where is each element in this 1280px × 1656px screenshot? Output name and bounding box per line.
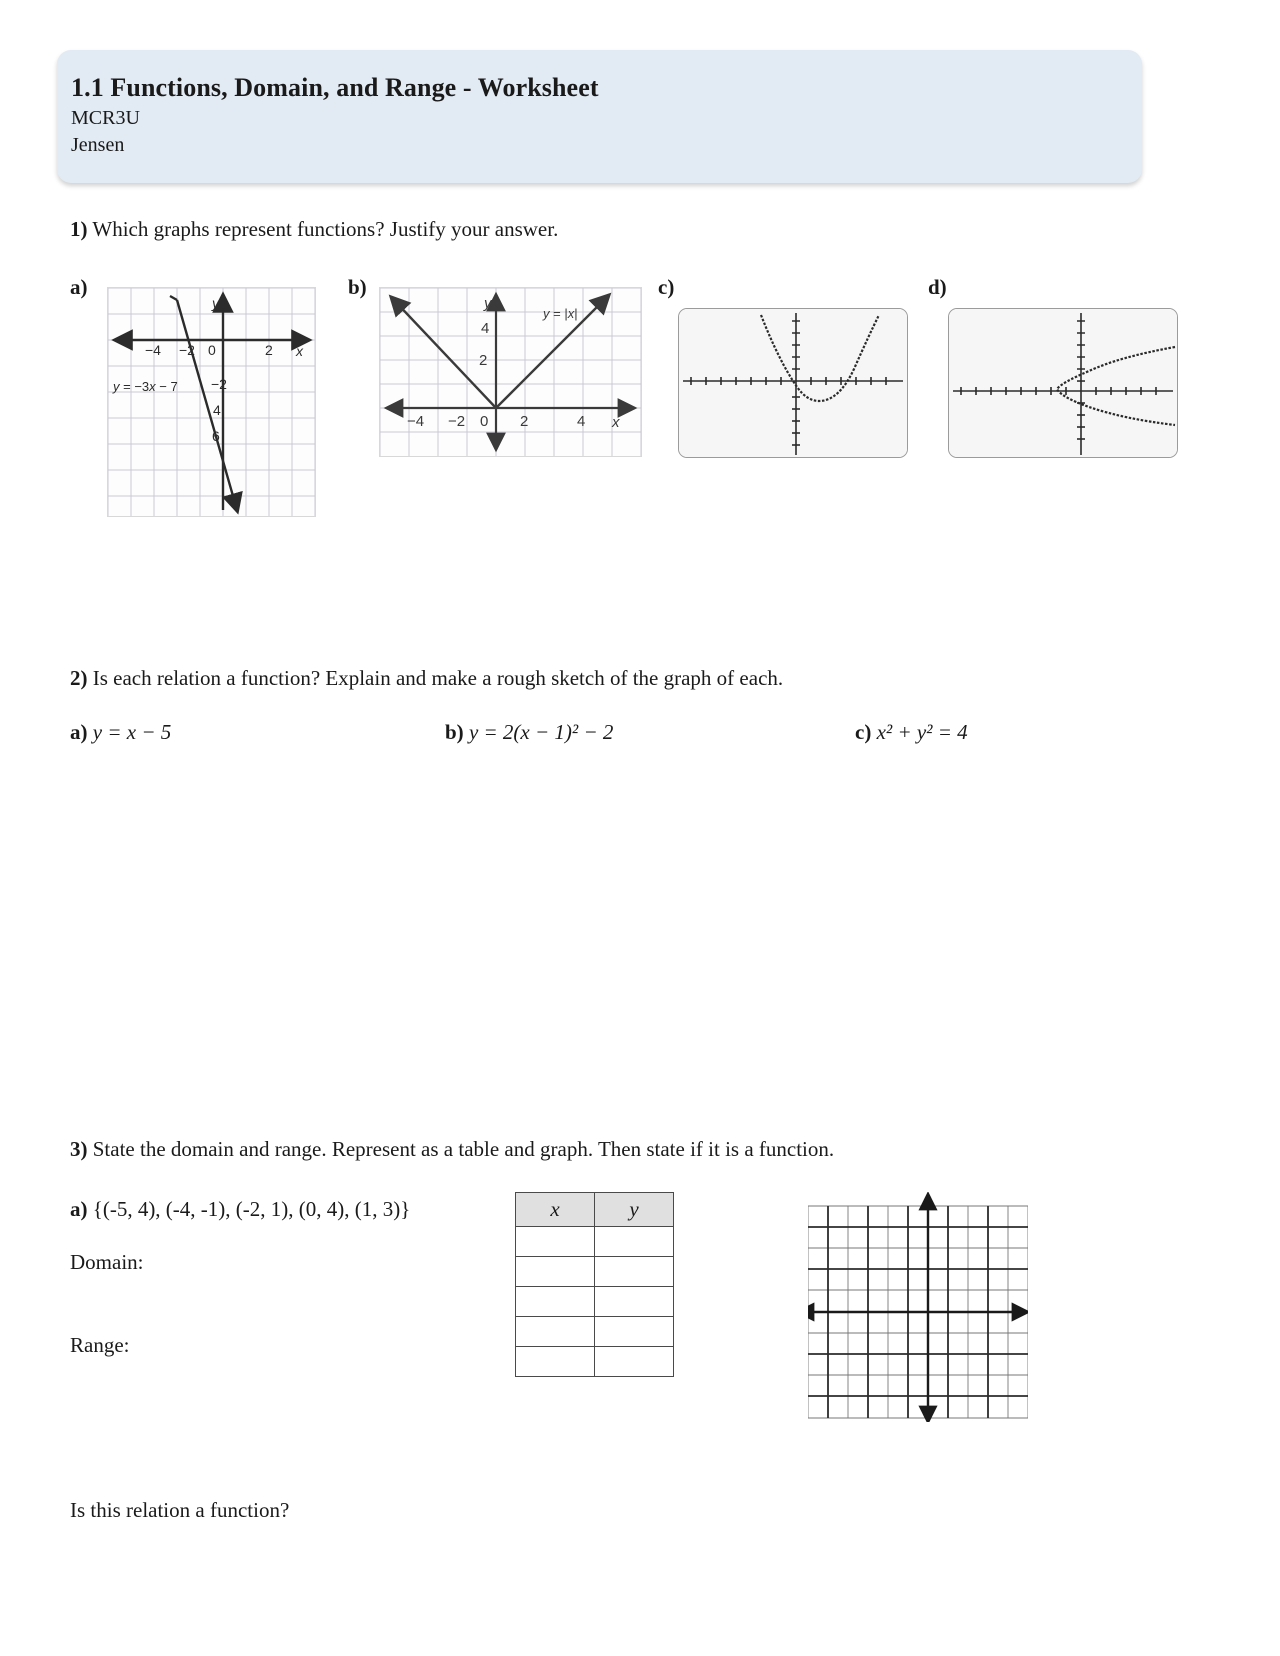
svg-text:0: 0: [208, 342, 216, 358]
table-cell-y[interactable]: [595, 1227, 674, 1257]
question-1-part-b-label: b): [348, 275, 367, 299]
question-2-part-b-label: b): [445, 720, 464, 744]
question-2-prompt: [70, 665, 783, 692]
table-cell-x[interactable]: [516, 1227, 595, 1257]
question-3-part-a-label: a): [70, 1197, 88, 1221]
table-row[interactable]: [516, 1227, 674, 1257]
table-cell-y[interactable]: [595, 1287, 674, 1317]
svg-text:2: 2: [265, 342, 273, 358]
svg-text:4: 4: [213, 402, 221, 418]
svg-text:4: 4: [481, 320, 490, 337]
question-2-part-a-label: a): [70, 720, 88, 744]
svg-text:y = −3x − 7: y = −3x − 7: [113, 379, 178, 394]
svg-text:2: 2: [520, 413, 529, 430]
question-1-part-c-label: c): [658, 275, 675, 299]
blank-grid-svg: [808, 1192, 1028, 1422]
svg-text:−4: −4: [145, 342, 161, 358]
table-row[interactable]: [516, 1257, 674, 1287]
question-1-part-d-label: d): [928, 275, 947, 299]
table-body: [516, 1227, 674, 1377]
svg-text:4: 4: [577, 413, 586, 430]
svg-text:x: x: [296, 343, 303, 359]
question-3-prompt: [70, 1136, 834, 1163]
is-relation-a-function-question: Is this relation a function?: [70, 1498, 290, 1522]
svg-text:x: x: [612, 414, 620, 431]
worksheet-header-card: [57, 50, 1142, 183]
question-2-part-a: [70, 719, 171, 746]
table-cell-y[interactable]: [595, 1257, 674, 1287]
question-2-text: Is each relation a function? Explain and make a rough sketch of the graph of each.: [92, 666, 784, 690]
table-cell-x[interactable]: [516, 1317, 595, 1347]
range-label: Range:: [70, 1333, 130, 1357]
question-2-part-c-equation: x² + y² = 4: [876, 720, 968, 744]
graph-b-svg: [380, 288, 641, 456]
question-3-number: 3): [70, 1137, 88, 1161]
svg-text:2: 2: [479, 352, 488, 369]
question-1-number: 1): [70, 217, 88, 241]
svg-text:−2: −2: [179, 342, 195, 358]
svg-text:−4: −4: [407, 413, 425, 430]
blank-coordinate-grid[interactable]: [808, 1192, 1028, 1412]
question-1-text: Which graphs represent functions? Justify your answer.: [92, 217, 559, 241]
table-row[interactable]: [516, 1287, 674, 1317]
graph-b-absolute-value-y-equals-abs-x: [379, 287, 642, 457]
svg-text:y: y: [484, 295, 492, 312]
question-2-number: 2): [70, 666, 88, 690]
xy-answer-table: [515, 1192, 674, 1377]
svg-text:−2: −2: [448, 413, 466, 430]
question-3-part-a: [70, 1196, 410, 1223]
svg-text:y: y: [212, 295, 219, 311]
table-cell-y[interactable]: [595, 1347, 674, 1377]
table-row[interactable]: [516, 1347, 674, 1377]
table-header-row: [516, 1193, 674, 1227]
svg-text:6: 6: [212, 428, 220, 444]
table-cell-x[interactable]: [516, 1347, 595, 1377]
graph-c-calculator-parabola-opening-up: [678, 308, 908, 458]
table-row[interactable]: [516, 1317, 674, 1347]
graph-a-svg: [108, 288, 315, 516]
graph-d-calculator-parabola-opening-right: [948, 308, 1178, 458]
course-code: MCR3U: [71, 107, 140, 130]
question-2-part-c: [855, 719, 968, 746]
question-2-part-b: [445, 719, 613, 746]
question-3-text: State the domain and range. Represent as a table and graph. Then state if it is a function.: [92, 1137, 835, 1161]
question-2-part-b-equation: y = 2(x − 1)² − 2: [468, 720, 614, 744]
svg-text:0: 0: [480, 413, 489, 430]
teacher-name: Jensen: [71, 134, 125, 157]
table-cell-x[interactable]: [516, 1287, 595, 1317]
table-header-x: x: [516, 1193, 595, 1227]
table-cell-x[interactable]: [516, 1257, 595, 1287]
table-header-y: y: [595, 1193, 674, 1227]
question-1-prompt: [70, 216, 558, 243]
domain-label: Domain:: [70, 1250, 144, 1274]
graph-d-svg: [949, 309, 1177, 457]
graph-c-svg: [679, 309, 907, 457]
graph-a-line-y-equals-minus-3x-minus-7: [107, 287, 316, 517]
svg-text:y = |x|: y = |x|: [543, 306, 578, 321]
svg-text:−2: −2: [211, 376, 227, 392]
question-2-part-c-label: c): [855, 720, 872, 744]
page-title: 1.1 Functions, Domain, and Range - Worksheet: [71, 73, 599, 102]
question-1-part-a-label: a): [70, 275, 88, 299]
question-2-part-a-equation: y = x − 5: [92, 720, 172, 744]
table-cell-y[interactable]: [595, 1317, 674, 1347]
question-3-relation-set: {(-5, 4), (-4, -1), (-2, 1), (0, 4), (1, 3)}: [92, 1197, 411, 1221]
